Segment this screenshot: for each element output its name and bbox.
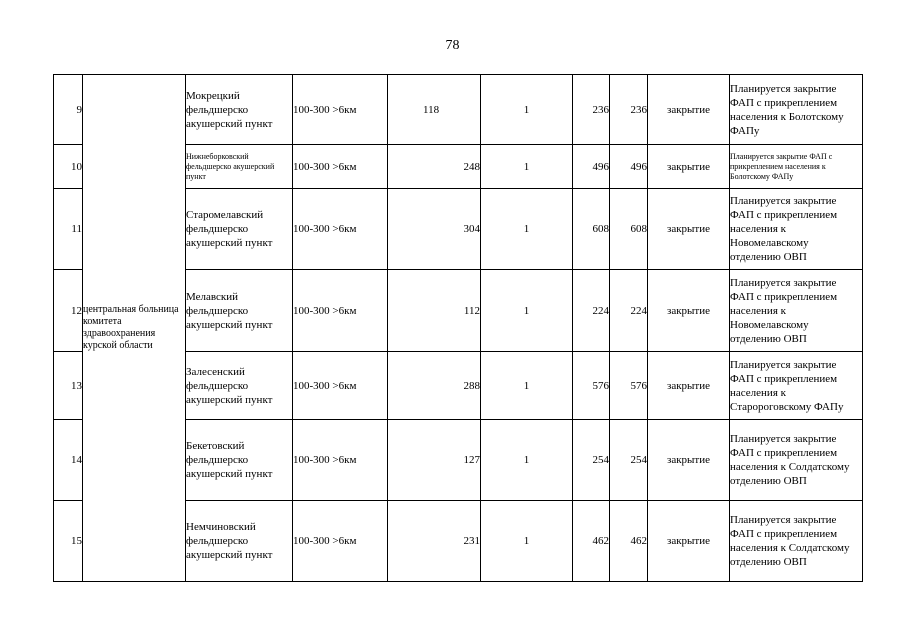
action-cell: закрытие bbox=[648, 270, 730, 352]
facility-name: Нижнеборковский фельдшерско акушерский пункт bbox=[186, 145, 293, 189]
facility-name: Мокрецкий фельдшерско акушерский пункт bbox=[186, 75, 293, 145]
count-cell: 1 bbox=[481, 420, 573, 501]
value-b-cell: 462 bbox=[610, 501, 648, 582]
value-a-cell: 608 bbox=[573, 189, 610, 270]
count-cell: 1 bbox=[481, 270, 573, 352]
note-cell: Планируется закрытие ФАП с прикреплением населения к Болотскому ФАПу bbox=[730, 75, 863, 145]
count-cell: 1 bbox=[481, 352, 573, 420]
row-number: 14 bbox=[54, 420, 83, 501]
action-cell: закрытие bbox=[648, 420, 730, 501]
value-a-cell: 236 bbox=[573, 75, 610, 145]
distance-cell: 100-300 >6км bbox=[293, 145, 388, 189]
value-a-cell: 224 bbox=[573, 270, 610, 352]
note-cell: Планируется закрытие ФАП с прикреплением населения к Солдатскому отделению ОВП bbox=[730, 501, 863, 582]
value-b-cell: 576 bbox=[610, 352, 648, 420]
row-number: 12 bbox=[54, 270, 83, 352]
value-a-cell: 576 bbox=[573, 352, 610, 420]
distance-cell: 100-300 >6км bbox=[293, 270, 388, 352]
population-cell: 304 bbox=[388, 189, 481, 270]
distance-cell: 100-300 >6км bbox=[293, 352, 388, 420]
value-b-cell: 608 bbox=[610, 189, 648, 270]
facility-name: Старомелавский фельдшерско акушерский пункт bbox=[186, 189, 293, 270]
facility-name: Бекетовский фельдшерско акушерский пункт bbox=[186, 420, 293, 501]
distance-cell: 100-300 >6км bbox=[293, 75, 388, 145]
population-cell: 127 bbox=[388, 420, 481, 501]
action-cell: закрытие bbox=[648, 189, 730, 270]
count-cell: 1 bbox=[481, 145, 573, 189]
facility-name: Немчиновский фельдшерско акушерский пункт bbox=[186, 501, 293, 582]
note-cell: Планируется закрытие ФАП с прикреплением населения к Старороговскому ФАПу bbox=[730, 352, 863, 420]
facility-table bbox=[53, 74, 863, 582]
row-number: 13 bbox=[54, 352, 83, 420]
population-cell: 112 bbox=[388, 270, 481, 352]
count-cell: 1 bbox=[481, 75, 573, 145]
distance-cell: 100-300 >6км bbox=[293, 501, 388, 582]
distance-cell: 100-300 >6км bbox=[293, 420, 388, 501]
action-cell: закрытие bbox=[648, 75, 730, 145]
action-cell: закрытие bbox=[648, 501, 730, 582]
note-cell: Планируется закрытие ФАП с прикреплением населения к Солдатскому отделению ОВП bbox=[730, 420, 863, 501]
row-number: 15 bbox=[54, 501, 83, 582]
action-cell: закрытие bbox=[648, 352, 730, 420]
row-number: 9 bbox=[54, 75, 83, 145]
population-cell: 288 bbox=[388, 352, 481, 420]
value-b-cell: 236 bbox=[610, 75, 648, 145]
value-a-cell: 462 bbox=[573, 501, 610, 582]
facility-name: Мелавский фельдшерско акушерский пункт bbox=[186, 270, 293, 352]
organization-cell: центральная больница комитета здравоохранения курской области bbox=[83, 75, 186, 582]
population-cell: 248 bbox=[388, 145, 481, 189]
population-cell: 231 bbox=[388, 501, 481, 582]
value-b-cell: 224 bbox=[610, 270, 648, 352]
value-a-cell: 496 bbox=[573, 145, 610, 189]
action-cell: закрытие bbox=[648, 145, 730, 189]
table-row bbox=[54, 75, 863, 145]
value-b-cell: 254 bbox=[610, 420, 648, 501]
distance-cell: 100-300 >6км bbox=[293, 189, 388, 270]
facility-name: Залесенский фельдшерско акушерский пункт bbox=[186, 352, 293, 420]
note-cell: Планируется закрытие ФАП с прикреплением населения к Болотскому ФАПу bbox=[730, 145, 863, 189]
note-cell: Планируется закрытие ФАП с прикреплением населения к Новомелавскому отделению ОВП bbox=[730, 189, 863, 270]
value-a-cell: 254 bbox=[573, 420, 610, 501]
value-b-cell: 496 bbox=[610, 145, 648, 189]
page-number: 78 bbox=[445, 38, 460, 53]
count-cell: 1 bbox=[481, 501, 573, 582]
population-cell: 118 bbox=[388, 75, 481, 145]
row-number: 10 bbox=[54, 145, 83, 189]
note-cell: Планируется закрытие ФАП с прикреплением населения к Новомелавскому отделению ОВП bbox=[730, 270, 863, 352]
row-number: 11 bbox=[54, 189, 83, 270]
count-cell: 1 bbox=[481, 189, 573, 270]
